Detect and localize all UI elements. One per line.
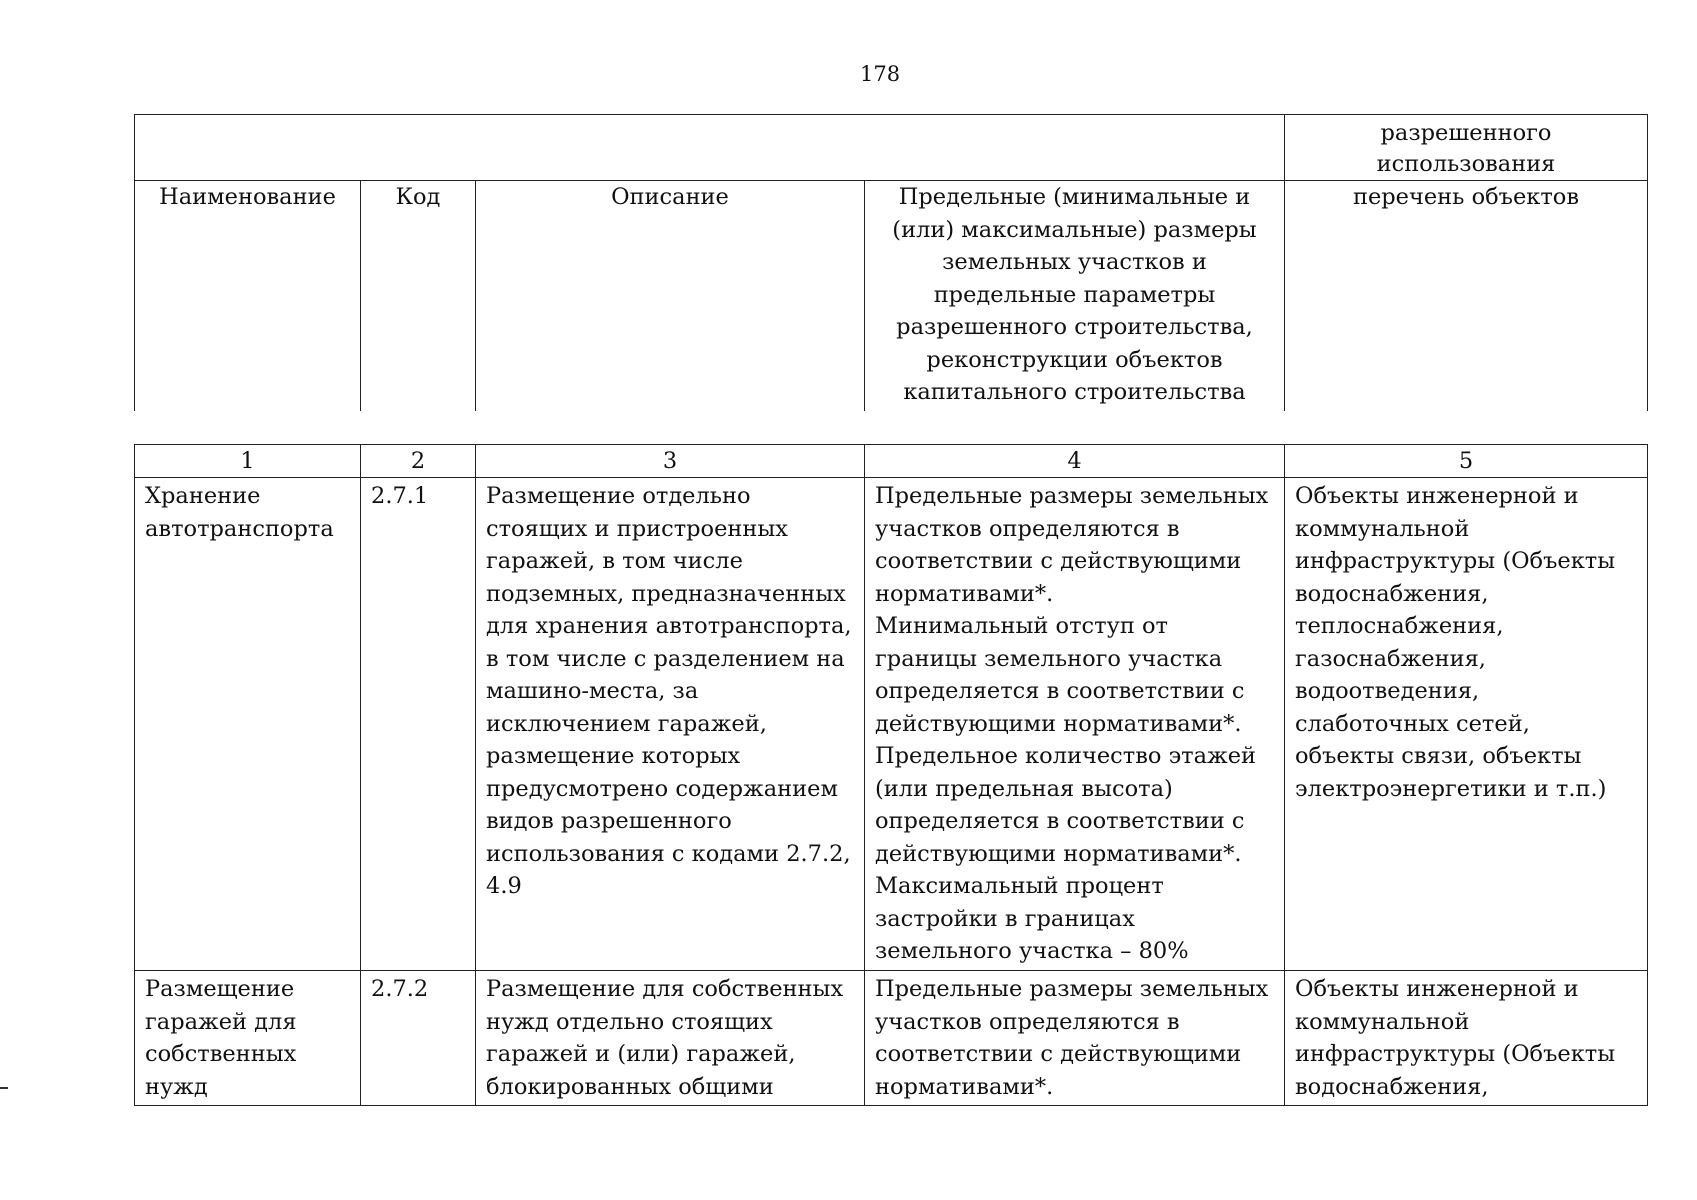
cell-description (476, 478, 865, 971)
cell-line: видов разрешенного (486, 808, 732, 834)
table-row (135, 478, 1648, 971)
cell-line: предусмотрено содержанием (486, 775, 838, 802)
cell-line: коммунальной (1295, 515, 1470, 542)
cell-line: границы земельного участка (875, 645, 1223, 672)
cell-line: электроэнергетики и т.п.) (1295, 775, 1607, 802)
header-line: капитального строительства (903, 379, 1246, 405)
cell-line: действующими нормативами*. (875, 840, 1242, 867)
page-number: 178 (860, 62, 901, 86)
header-line: предельные параметры (933, 281, 1216, 308)
header-line: (или) максимальные) размеры (892, 216, 1257, 243)
header-top-right (1285, 115, 1648, 181)
cell-objects (1285, 478, 1648, 971)
cell-code (361, 478, 476, 971)
cell-line: подземных, предназначенных (486, 580, 846, 607)
header-line: Описание (611, 184, 729, 210)
header-top-right-line: разрешенного (1380, 120, 1552, 146)
cell-line: использования с кодами 2.7.2, (486, 840, 851, 867)
cell-line: нужд отдельно стоящих (486, 1008, 773, 1035)
header-line: реконструкции объектов (926, 346, 1223, 373)
cell-name (135, 971, 361, 1106)
header-line: Наименование (159, 184, 336, 210)
cell-line: Размещение отдельно (486, 483, 751, 509)
column-number: 5 (1285, 445, 1648, 478)
cell-line: размещение которых (486, 743, 741, 769)
cell-line: Минимальный отступ от (875, 613, 1168, 639)
table-row (135, 971, 1648, 1106)
column-header-name (135, 181, 361, 412)
margin-tick-mark (0, 1087, 8, 1089)
cell-line: объекты связи, объекты (1295, 743, 1582, 769)
cell-line: для хранения автотранспорта, (486, 613, 852, 639)
cell-line: коммунальной (1295, 1008, 1470, 1035)
cell-line: участков определяются в (875, 1008, 1180, 1035)
cell-line: гаражей, в том числе (486, 548, 743, 574)
cell-line: водоснабжения, (1295, 1073, 1489, 1100)
header-line: Предельные (минимальные и (898, 184, 1251, 210)
column-header-parameters (865, 181, 1285, 412)
cell-line: Предельные размеры земельных (875, 976, 1269, 1002)
column-numbers-row (135, 445, 1648, 478)
cell-line: Предельное количество этажей (875, 743, 1257, 769)
table-body (134, 444, 1648, 1106)
cell-line: инфраструктуры (Объекты (1295, 1041, 1616, 1067)
cell-line: определяется в соответствии с (875, 808, 1245, 834)
cell-line: (или предельная высота) (875, 775, 1173, 802)
cell-line: Предельные размеры земельных (875, 483, 1269, 509)
header-merged-cell (135, 115, 1285, 181)
column-number: 2 (361, 445, 476, 478)
cell-line: 2.7.1 (371, 483, 429, 509)
column-number: 3 (476, 445, 865, 478)
cell-line: в том числе с разделением на (486, 645, 845, 672)
cell-line: газоснабжения, (1295, 645, 1486, 672)
cell-line: Размещение (145, 976, 295, 1002)
cell-line: действующими нормативами*. (875, 710, 1242, 737)
cell-line: гаражей для (145, 1008, 297, 1035)
header-line: земельных участков и (942, 249, 1207, 275)
cell-parameters (865, 971, 1285, 1106)
cell-line: нужд (145, 1073, 208, 1100)
cell-line: Максимальный процент (875, 873, 1164, 899)
cell-line: Хранение (145, 483, 261, 509)
cell-line: собственных (145, 1041, 297, 1067)
cell-line: участков определяются в (875, 515, 1180, 542)
cell-line: Объекты инженерной и (1295, 483, 1579, 509)
cell-line: 2.7.2 (371, 976, 429, 1002)
cell-parameters (865, 478, 1285, 971)
cell-name (135, 478, 361, 971)
header-top-right-line: использования (1376, 151, 1556, 177)
cell-line: инфраструктуры (Объекты (1295, 548, 1616, 574)
column-header-code (361, 181, 476, 412)
cell-line: нормативами*. (875, 1073, 1054, 1100)
cell-objects (1285, 971, 1648, 1106)
cell-line: исключением гаражей, (486, 710, 767, 737)
cell-line: застройки в границах (875, 905, 1135, 932)
cell-line: стоящих и пристроенных (486, 515, 788, 542)
cell-line: земельного участка – 80% (875, 938, 1189, 964)
cell-line: водоотведения, (1295, 678, 1480, 704)
column-number: 1 (135, 445, 361, 478)
cell-line: автотранспорта (145, 515, 334, 542)
cell-line: Объекты инженерной и (1295, 976, 1579, 1002)
cell-line: блокированных общими (486, 1073, 774, 1100)
cell-line: слаботочных сетей, (1295, 710, 1530, 737)
cell-line: соответствии с действующими (875, 548, 1242, 574)
table-header (134, 114, 1648, 411)
header-line: разрешенного строительства, (896, 314, 1253, 340)
cell-line: нормативами*. (875, 580, 1054, 607)
cell-line: определяется в соответствии с (875, 678, 1245, 704)
cell-line: машино-места, за (486, 678, 699, 704)
column-header-objects (1285, 181, 1648, 412)
header-line: Код (395, 184, 441, 210)
cell-line: 4.9 (486, 873, 522, 899)
column-number: 4 (865, 445, 1285, 478)
cell-line: теплоснабжения, (1295, 613, 1504, 639)
cell-line: водоснабжения, (1295, 580, 1489, 607)
cell-line: Размещение для собственных (486, 976, 844, 1002)
cell-code (361, 971, 476, 1106)
cell-line: соответствии с действующими (875, 1041, 1242, 1067)
header-line: перечень объектов (1352, 184, 1580, 210)
cell-description (476, 971, 865, 1106)
column-header-description (476, 181, 865, 412)
cell-line: гаражей и (или) гаражей, (486, 1041, 796, 1067)
